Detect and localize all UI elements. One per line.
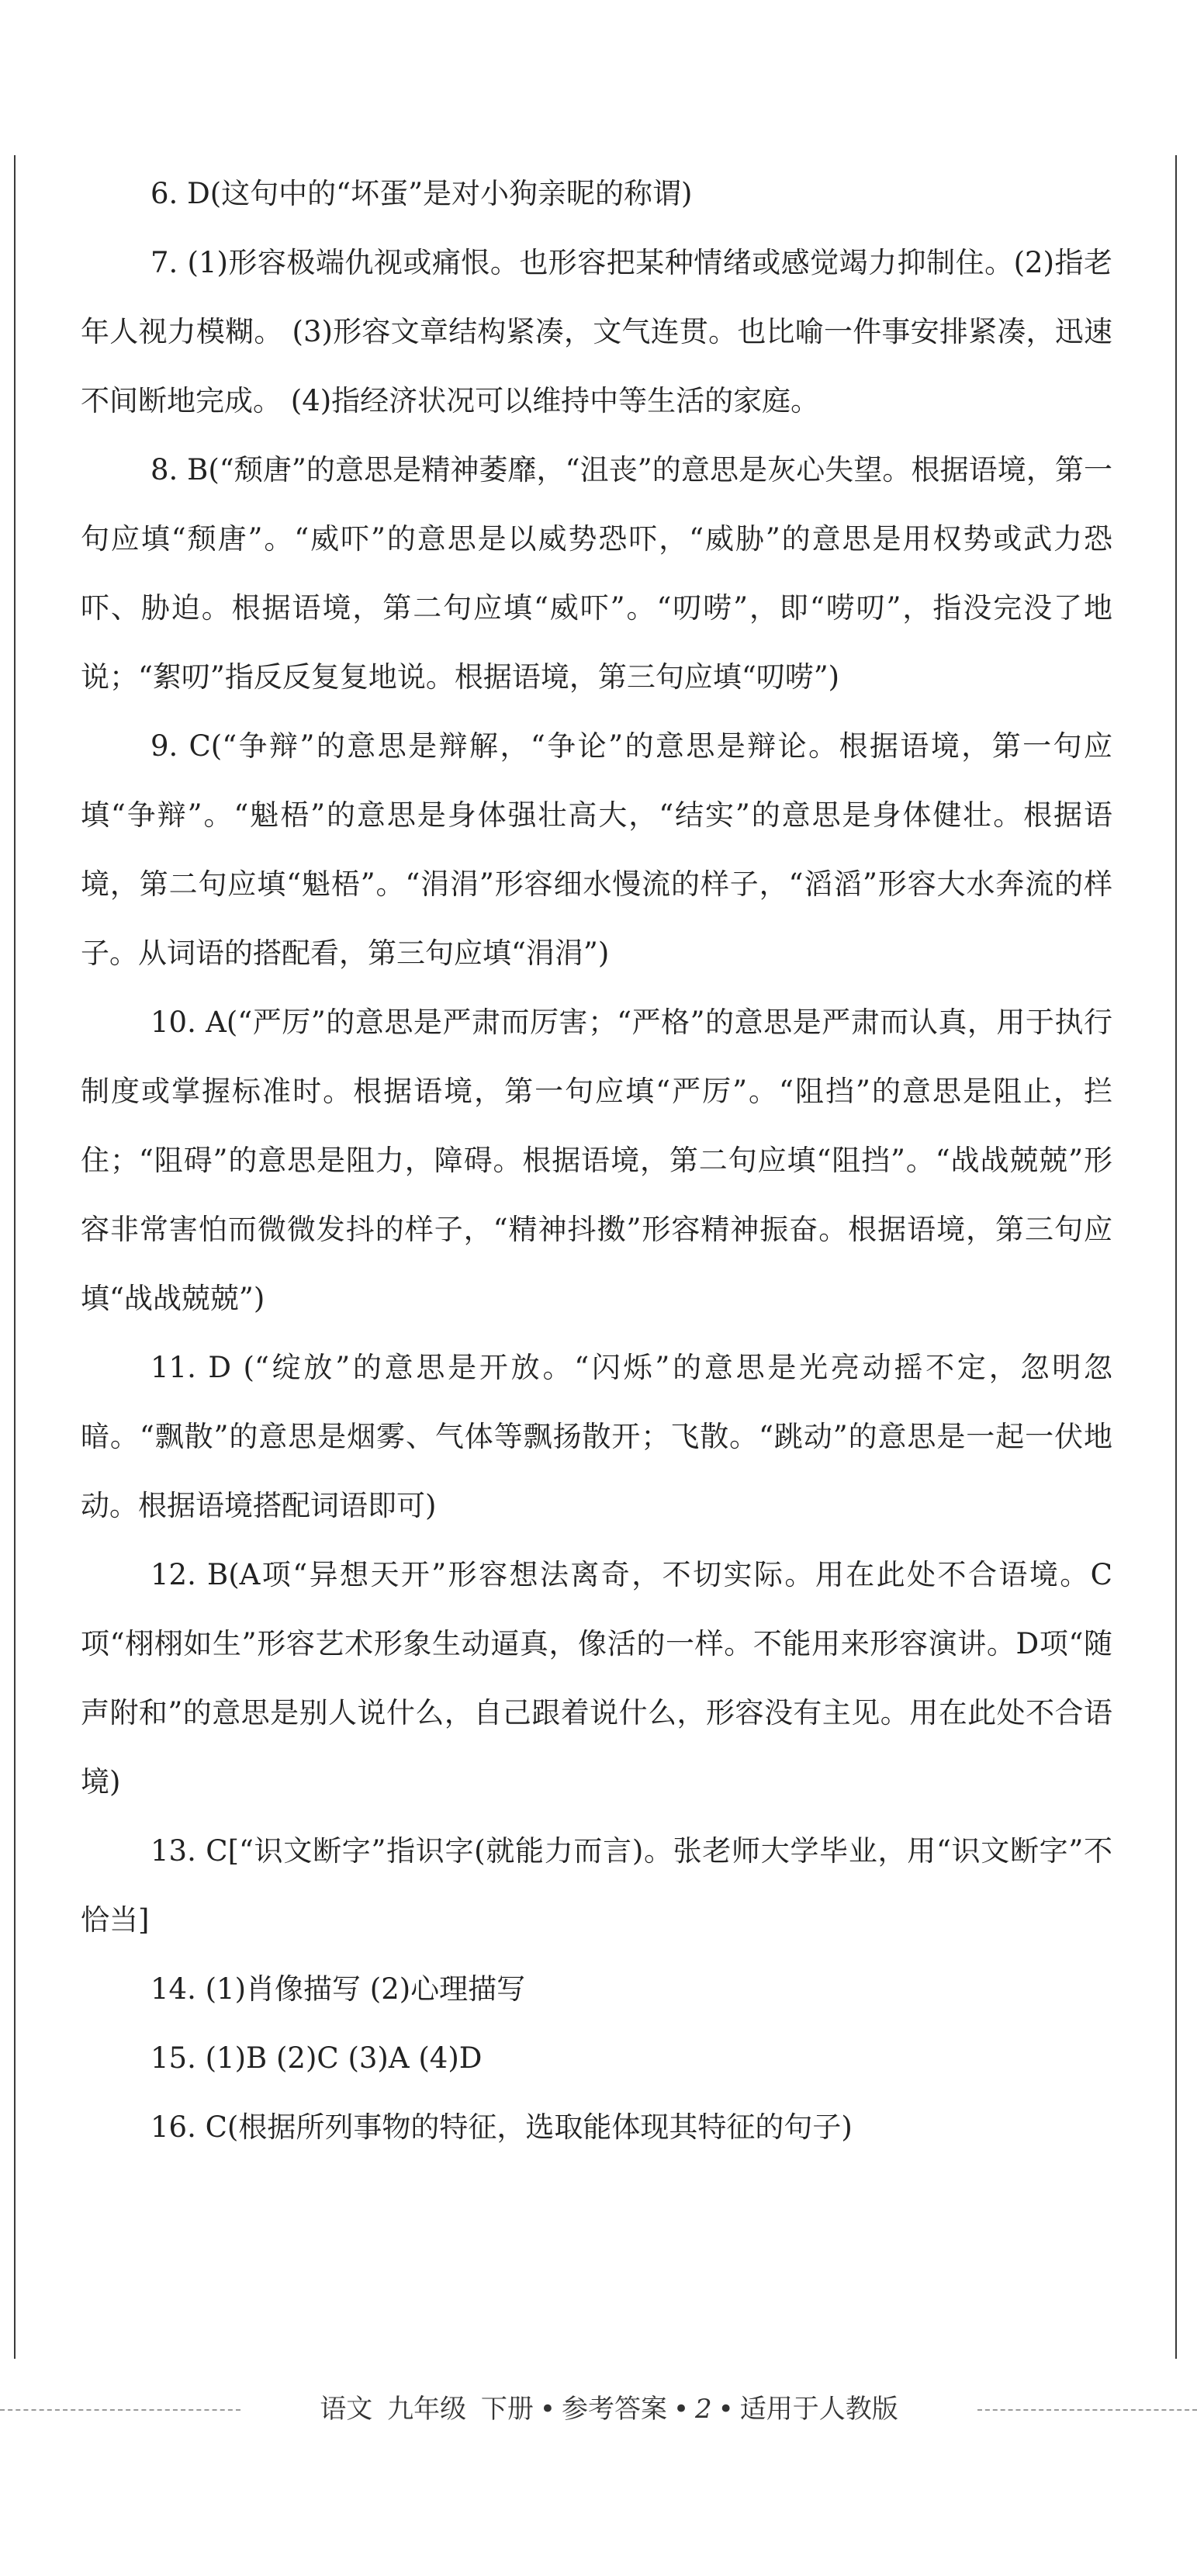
answer-item-11: 11. D (“绽放”的意思是开放。“闪烁”的意思是光亮动摇不定，忽明忽暗。“飘散”的意思是烟雾、气体等飘扬散开；飞散。“跳动”的意思是一起一伏地动。根据语境搭配词语即可) (81, 1351, 1112, 1522)
left-margin-rule (14, 155, 16, 2359)
right-margin-rule (1175, 155, 1177, 2359)
answer-item-16: 16. C(根据所列事物的特征，选取能体现其特征的句子) (150, 2110, 853, 2144)
footer-dashed-line-right (977, 2409, 1197, 2411)
answer-item-7: 7. (1)形容极端仇视或痛恨。也形容把某种情绪或感觉竭力抑制住。(2)指老年人视力模糊。 (3)形容文章结构紧凑，文气连贯。也比喻一件事安排紧凑，迅速不间断地完成。 (4)指经济状况可以维持中等生活的家庭。 (81, 246, 1112, 417)
answer-item-13: 13. C[“识文断字”指识字(就能力而言)。张老师大学毕业，用“识文断字”不恰当] (81, 1834, 1112, 1937)
answer-list (81, 159, 1112, 2162)
footer-edition: 适用于人教版 (739, 2394, 898, 2425)
answer-item-9: 9. C(“争辩”的意思是辩解，“争论”的意思是辩论。根据语境，第一句应填“争辩”。“魁梧”的意思是身体强壮高大，“结实”的意思是身体健壮。根据语境，第二句应填“魁梧”。“涓涓”形容细水慢流的样子，“滔滔”形容大水奔流的样子。从词语的搭配看，第三句应填“涓涓”) (81, 729, 1112, 970)
footer-dashed-line-left (0, 2409, 240, 2411)
footer-subject: 语文 (320, 2394, 373, 2425)
footer-volume: 下册 (480, 2394, 534, 2425)
answer-item-15: 15. (1)B (2)C (3)A (4)D (150, 2041, 483, 2075)
footer-grade: 九年级 (387, 2394, 467, 2425)
footer-section: 参考答案 (561, 2394, 667, 2425)
page-footer (256, 2390, 962, 2429)
answer-item-10: 10. A(“严厉”的意思是严肃而厉害；“严格”的意思是严肃而认真，用于执行制度或掌握标准时。根据语境，第一句应填“严厉”。“阻挡”的意思是阻止，拦住；“阻碍”的意思是阻力，障碍。根据语境，第二句应填“阻挡”。“战战兢兢”形容非常害怕而微微发抖的样子，“精神抖擞”形容精神振奋。根据语境，第三句应填“战战兢兢”) (81, 1006, 1112, 1315)
answer-item-14: 14. (1)肖像描写 (2)心理描写 (150, 1972, 526, 2006)
answer-item-6: 6. D(这句中的“坏蛋”是对小狗亲昵的称谓) (150, 177, 693, 210)
answer-item-12: 12. B(A项“异想天开”形容想法离奇，不切实际。用在此处不合语境。C项“栩栩如生”形容艺术形象生动逼真，像活的一样。不能用来形容演讲。D项“随声附和”的意思是别人说什么，自己跟着说什么，形容没有主见。用在此处不合语境) (81, 1558, 1112, 1799)
answer-item-8: 8. B(“颓唐”的意思是精神萎靡，“沮丧”的意思是灰心失望。根据语境，第一句应填“颓唐”。“威吓”的意思是以威势恐吓，“威胁”的意思是用权势或武力恐吓、胁迫。根据语境，第二句应填“威吓”。“叨唠”，即“唠叨”，指没完没了地说；“絮叨”指反反复复地说。根据语境，第三句应填“叨唠”) (81, 453, 1112, 694)
footer-separator: • (718, 2394, 734, 2425)
footer-separator: • (673, 2394, 690, 2425)
page-number: 2 (695, 2394, 712, 2425)
footer-separator: • (539, 2394, 555, 2425)
